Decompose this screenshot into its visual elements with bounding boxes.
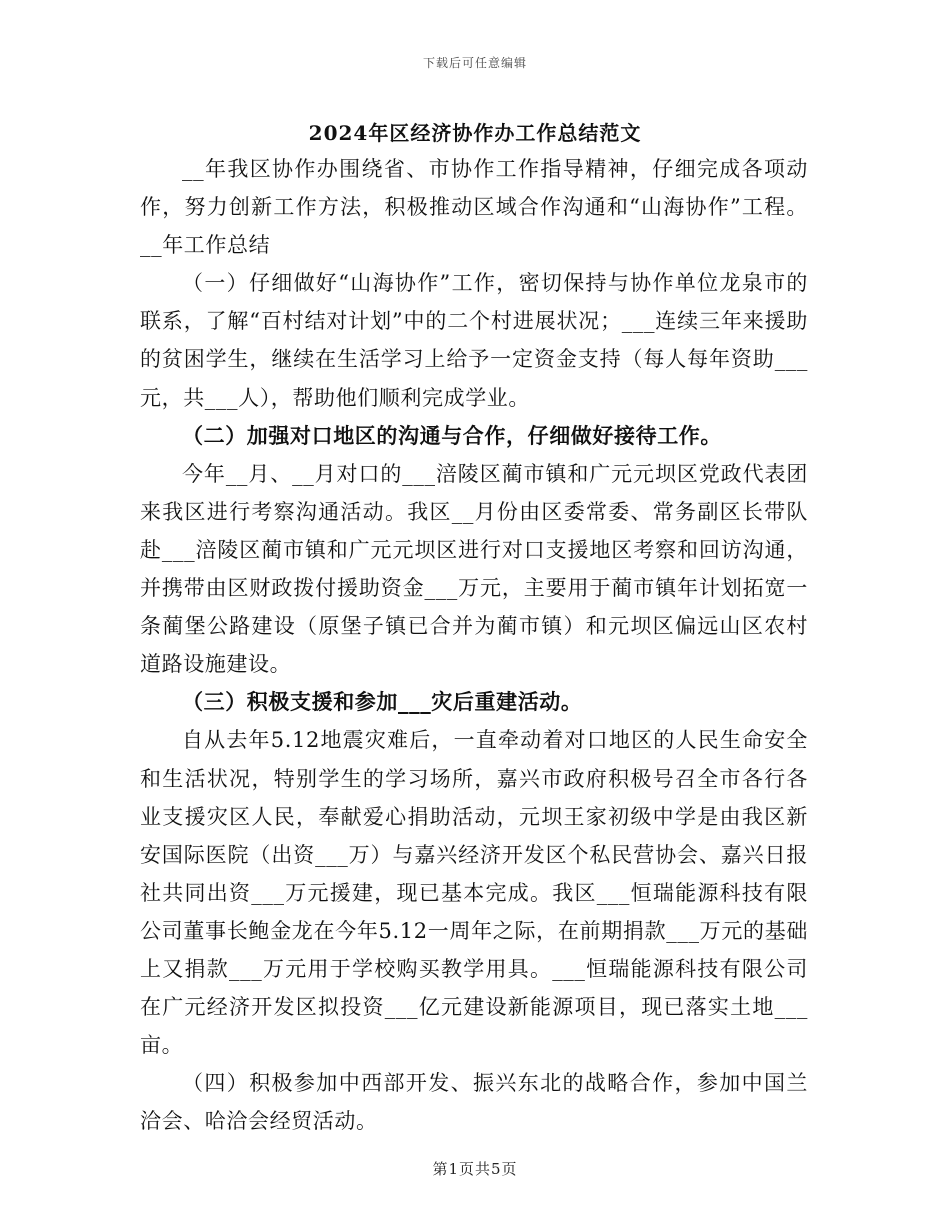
section-heading-2: （二）加强对口地区的沟通与合作，仔细做好接待工作。	[182, 422, 722, 448]
paragraph-intro: __年我区协作办围绕省、市协作工作指导精神，仔细完成各项动作，努力创新工作方法，积极推动区域合作沟通和“山海协作”工程。__年工作总结	[140, 157, 808, 258]
paragraph-section-3: 自从去年5.12地震灾难后，一直牵动着对口地区的人民生命安全和生活状况，特别学生的学习场所，嘉兴市政府积极号召全市各行各业支援灾区人民，奉献爱心捐助活动，元坝王家初级中学是由我区新安国际医院（出资___万）与嘉兴经济开发区个私民营协会、嘉兴日报社共同出资___万元援建，现已基本完成。我区___恒瑞能源科技有限公司董事长鲍金龙在今年5.12一周年之际，在前期捐款___万元的基础上又捐款___万元用于学校购买教学用具。___恒瑞能源科技有限公司在广元经济开发区拟投资___亿元建设新能源项目，现已落实土地___亩。	[140, 728, 808, 1058]
paragraph-section-1: （一）仔细做好“山海协作”工作，密切保持与协作单位龙泉市的联系，了解“百村结对计划”中的二个村进展状况；___连续三年来援助的贫困学生，继续在生活学习上给予一定资金支持（每人每年资助___元，共___人），帮助他们顺利完成学业。	[140, 271, 808, 410]
page-number-footer: 第1页共5页	[432, 1160, 518, 1178]
section-heading-3: （三）积极支援和参加___灾后重建活动。	[182, 689, 583, 715]
document-title: 2024年区经济协作办工作总结范文	[308, 121, 642, 145]
header-note: 下载后可任意编辑	[422, 56, 527, 70]
paragraph-section-4: （四）积极参加中西部开发、振兴东北的战略合作，参加中国兰洽会、哈洽会经贸活动。	[140, 1071, 808, 1134]
document-body	[140, 150, 808, 1140]
paragraph-section-2: 今年__月、__月对口的___涪陵区蔺市镇和广元元坝区党政代表团来我区进行考察沟通活动。我区__月份由区委常委、常务副区长带队赴___涪陵区蔺市镇和广元元坝区进行对口支援地区考察和回访沟通，并携带由区财政拨付援助资金___万元，主要用于蔺市镇年计划拓宽一条蔺堡公路建设（原堡子镇已合并为蔺市镇）和元坝区偏远山区农村道路设施建设。	[140, 461, 808, 677]
